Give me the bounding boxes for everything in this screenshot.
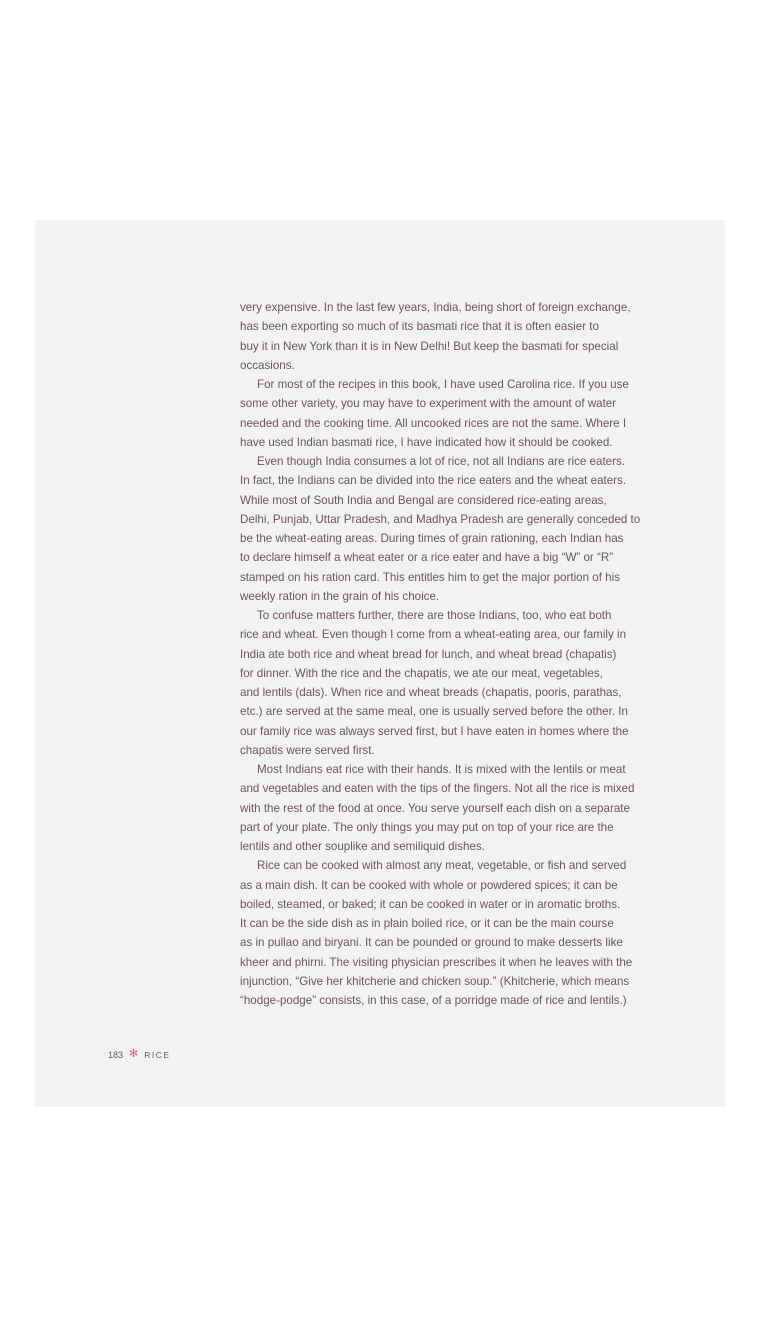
text-line: for dinner. With the rice and the chapatis, we ate our meat, vegetables,	[240, 666, 603, 680]
body-text	[240, 298, 660, 1010]
text-line: boiled, steamed, or baked; it can be cooked in water or in aromatic broths.	[240, 897, 621, 911]
text-line: etc.) are served at the same meal, one is usually served before the other. In	[240, 705, 628, 719]
text-line: In fact, the Indians can be divided into the rice eaters and the wheat eaters.	[240, 474, 627, 488]
text-line: For most of the recipes in this book, I have used Carolina rice. If you use	[257, 378, 629, 391]
text-line: has been exporting so much of its basmati rice that it is often easier to	[240, 320, 599, 334]
text-line: very expensive. In the last few years, India, being short of foreign exchange,	[240, 301, 631, 314]
page-footer	[108, 1049, 171, 1060]
text-line: chapatis were served first.	[240, 743, 375, 757]
text-line: and vegetables and eaten with the tips of the fingers. Not all the rice is mixed	[240, 782, 635, 796]
text-line: as a main dish. It can be cooked with whole or powdered spices; it can be	[240, 878, 618, 892]
text-line: injunction, “Give her khitcherie and chicken soup.” (Khitcherie, which means	[240, 974, 630, 988]
section-title: RICE	[144, 1049, 171, 1060]
text-line: kheer and phirni. The visiting physician prescribes it when he leaves with the	[240, 955, 633, 969]
text-line: as in pullao and biryani. It can be pounded or ground to make desserts like	[240, 936, 623, 950]
text-line: to declare himself a wheat eater or a rice eater and have a big “W” or “R”	[240, 551, 614, 565]
text-line: some other variety, you may have to experiment with the amount of water	[240, 397, 617, 411]
page-number: 183	[108, 1049, 124, 1060]
text-line: and lentils (dals). When rice and wheat breads (chapatis, pooris, parathas,	[240, 686, 622, 699]
text-line: Even though India consumes a lot of rice, not all Indians are rice eaters.	[257, 455, 625, 468]
text-line: needed and the cooking time. All uncooked rices are not the same. Where I	[240, 416, 627, 430]
text-line: buy it in New York than it is in New Delhi! But keep the basmati for special	[240, 339, 619, 353]
book-page	[35, 220, 725, 1107]
text-line: While most of South India and Bengal are considered rice-eating areas,	[240, 493, 607, 507]
paragraph	[240, 375, 660, 452]
paragraph	[240, 606, 660, 760]
paragraph	[240, 452, 660, 606]
paragraph	[240, 298, 660, 375]
text-line: stamped on his ration card. This entitles him to get the major portion of his	[240, 570, 620, 584]
text-line: have used Indian basmati rice, I have indicated how it should be cooked.	[240, 435, 613, 449]
text-line: It can be the side dish as in plain boiled rice, or it can be the main course	[240, 917, 614, 930]
paragraph	[240, 760, 660, 856]
text-line: occasions.	[240, 358, 295, 372]
text-line: Rice can be cooked with almost any meat, vegetable, or fish and served	[257, 859, 627, 873]
text-line: rice and wheat. Even though I come from a wheat-eating area, our family in	[240, 628, 627, 642]
text-line: “hodge-podge” consists, in this case, of a porridge made of rice and lentils.)	[240, 994, 627, 1007]
text-line: part of your plate. The only things you may put on top of your rice are the	[240, 820, 614, 834]
text-line: Delhi, Punjab, Uttar Pradesh, and Madhya Pradesh are generally conceded to	[240, 512, 641, 526]
text-line: be the wheat-eating areas. During times of grain rationing, each Indian has	[240, 532, 624, 545]
text-line: India ate both rice and wheat bread for lunch, and wheat bread (chapatis)	[240, 647, 617, 661]
text-line: To confuse matters further, there are those Indians, too, who eat both	[257, 609, 612, 622]
text-line: with the rest of the food at once. You serve yourself each dish on a separate	[240, 801, 630, 815]
asterisk-ornament-icon: ✻	[129, 1048, 139, 1060]
text-line: lentils and other souplike and semiliquid dishes.	[240, 840, 485, 853]
paragraph	[240, 856, 660, 1010]
text-line: our family rice was always served first, but I have eaten in homes where the	[240, 724, 629, 738]
text-line: Most Indians eat rice with their hands. It is mixed with the lentils or meat	[257, 763, 626, 776]
text-line: weekly ration in the grain of his choice.	[240, 589, 440, 603]
